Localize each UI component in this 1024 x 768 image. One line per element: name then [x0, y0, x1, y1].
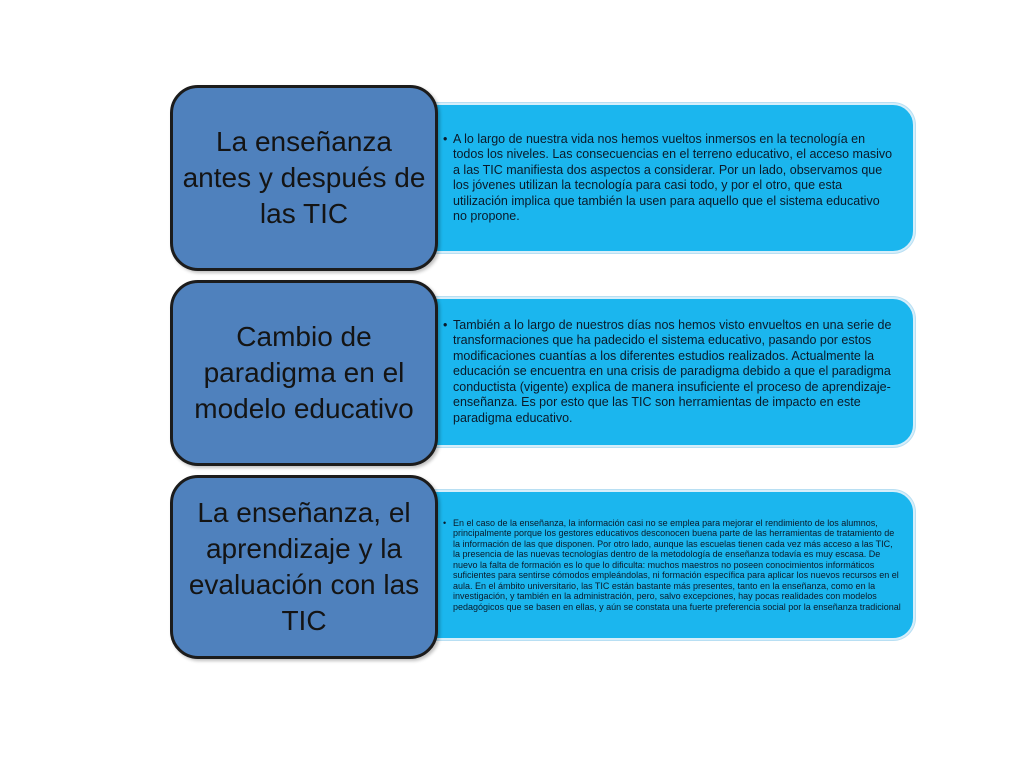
- bullet-marker: •: [443, 317, 448, 332]
- detail-text-container: [443, 318, 897, 427]
- title-text: La enseñanza, el aprendizaje y la evaluación con las TIC: [188, 497, 420, 636]
- title-text: Cambio de paradigma en el modelo educativo: [194, 321, 414, 424]
- bullet-marker: •: [443, 131, 448, 146]
- detail-text: En el caso de la enseñanza, la información casi no se emplea para mejorar el rendimiento de los alumnos, principalmente porque los gestores educativos desconocen buena parte de las herramientas de tratamiento de la información de las que disponen. Por otro lado, aunque las escuelas tienen cada vez más acceso a las TIC, la presencia de las nuevas tecnologías dentro de la metodología de enseñanza todavía es muy escasa. De nuevo la falta de formación es lo que lo dificulta: muchos maestros no poseen conocimientos informáticos suficientes para sentirse cómodos empleándolas, ni formación específica para aplicar los nuevos recursos en el aula. En el ámbito universitario, las TIC están bastante más presentes, tanto en la enseñanza, como en la investigación, y también en la administración, pero, salvo excepciones, hay pocas realidades con modelos pedagógicos que se basen en ellas, y aún se constata una fuerte preferencia social por la enseñanza tradicional: [453, 517, 901, 612]
- title-text: La enseñanza antes y después de las TIC: [182, 126, 426, 229]
- bullet-marker: •: [443, 517, 447, 528]
- title-box: [170, 85, 438, 271]
- detail-text-container: [443, 132, 897, 225]
- detail-text: A lo largo de nuestra vida nos hemos vueltos inmersos en la tecnología en todos los niveles. Las consecuencias en el terreno educativo, el acceso masivo a las TIC manifiesta dos aspectos a considerar. Por un lado, observamos que los jóvenes utilizan la tecnología para casi todo, y por el otro, que esta utilización implica que también la usen para aquello que el sistema educativo no propone.: [453, 131, 893, 223]
- detail-box: [415, 297, 915, 447]
- detail-box: [415, 103, 915, 253]
- title-box: [170, 280, 438, 466]
- detail-box: [415, 490, 915, 640]
- detail-text-container: [443, 518, 901, 613]
- detail-text: También a lo largo de nuestros días nos hemos visto envueltos en una serie de transformaciones que ha padecido el sistema educativo, pasando por estos modificaciones cuantías a los diferentes estudios realizados. Actualmente la educación se encuentra en una crisis de paradigma debido a que el paradigma conductista (vigente) explica de manera insuficiente el proceso de aprendizaje-enseñanza. Es por esto que las TIC son herramientas de impacto en este paradigma educativo.: [453, 317, 892, 425]
- title-box: [170, 475, 438, 659]
